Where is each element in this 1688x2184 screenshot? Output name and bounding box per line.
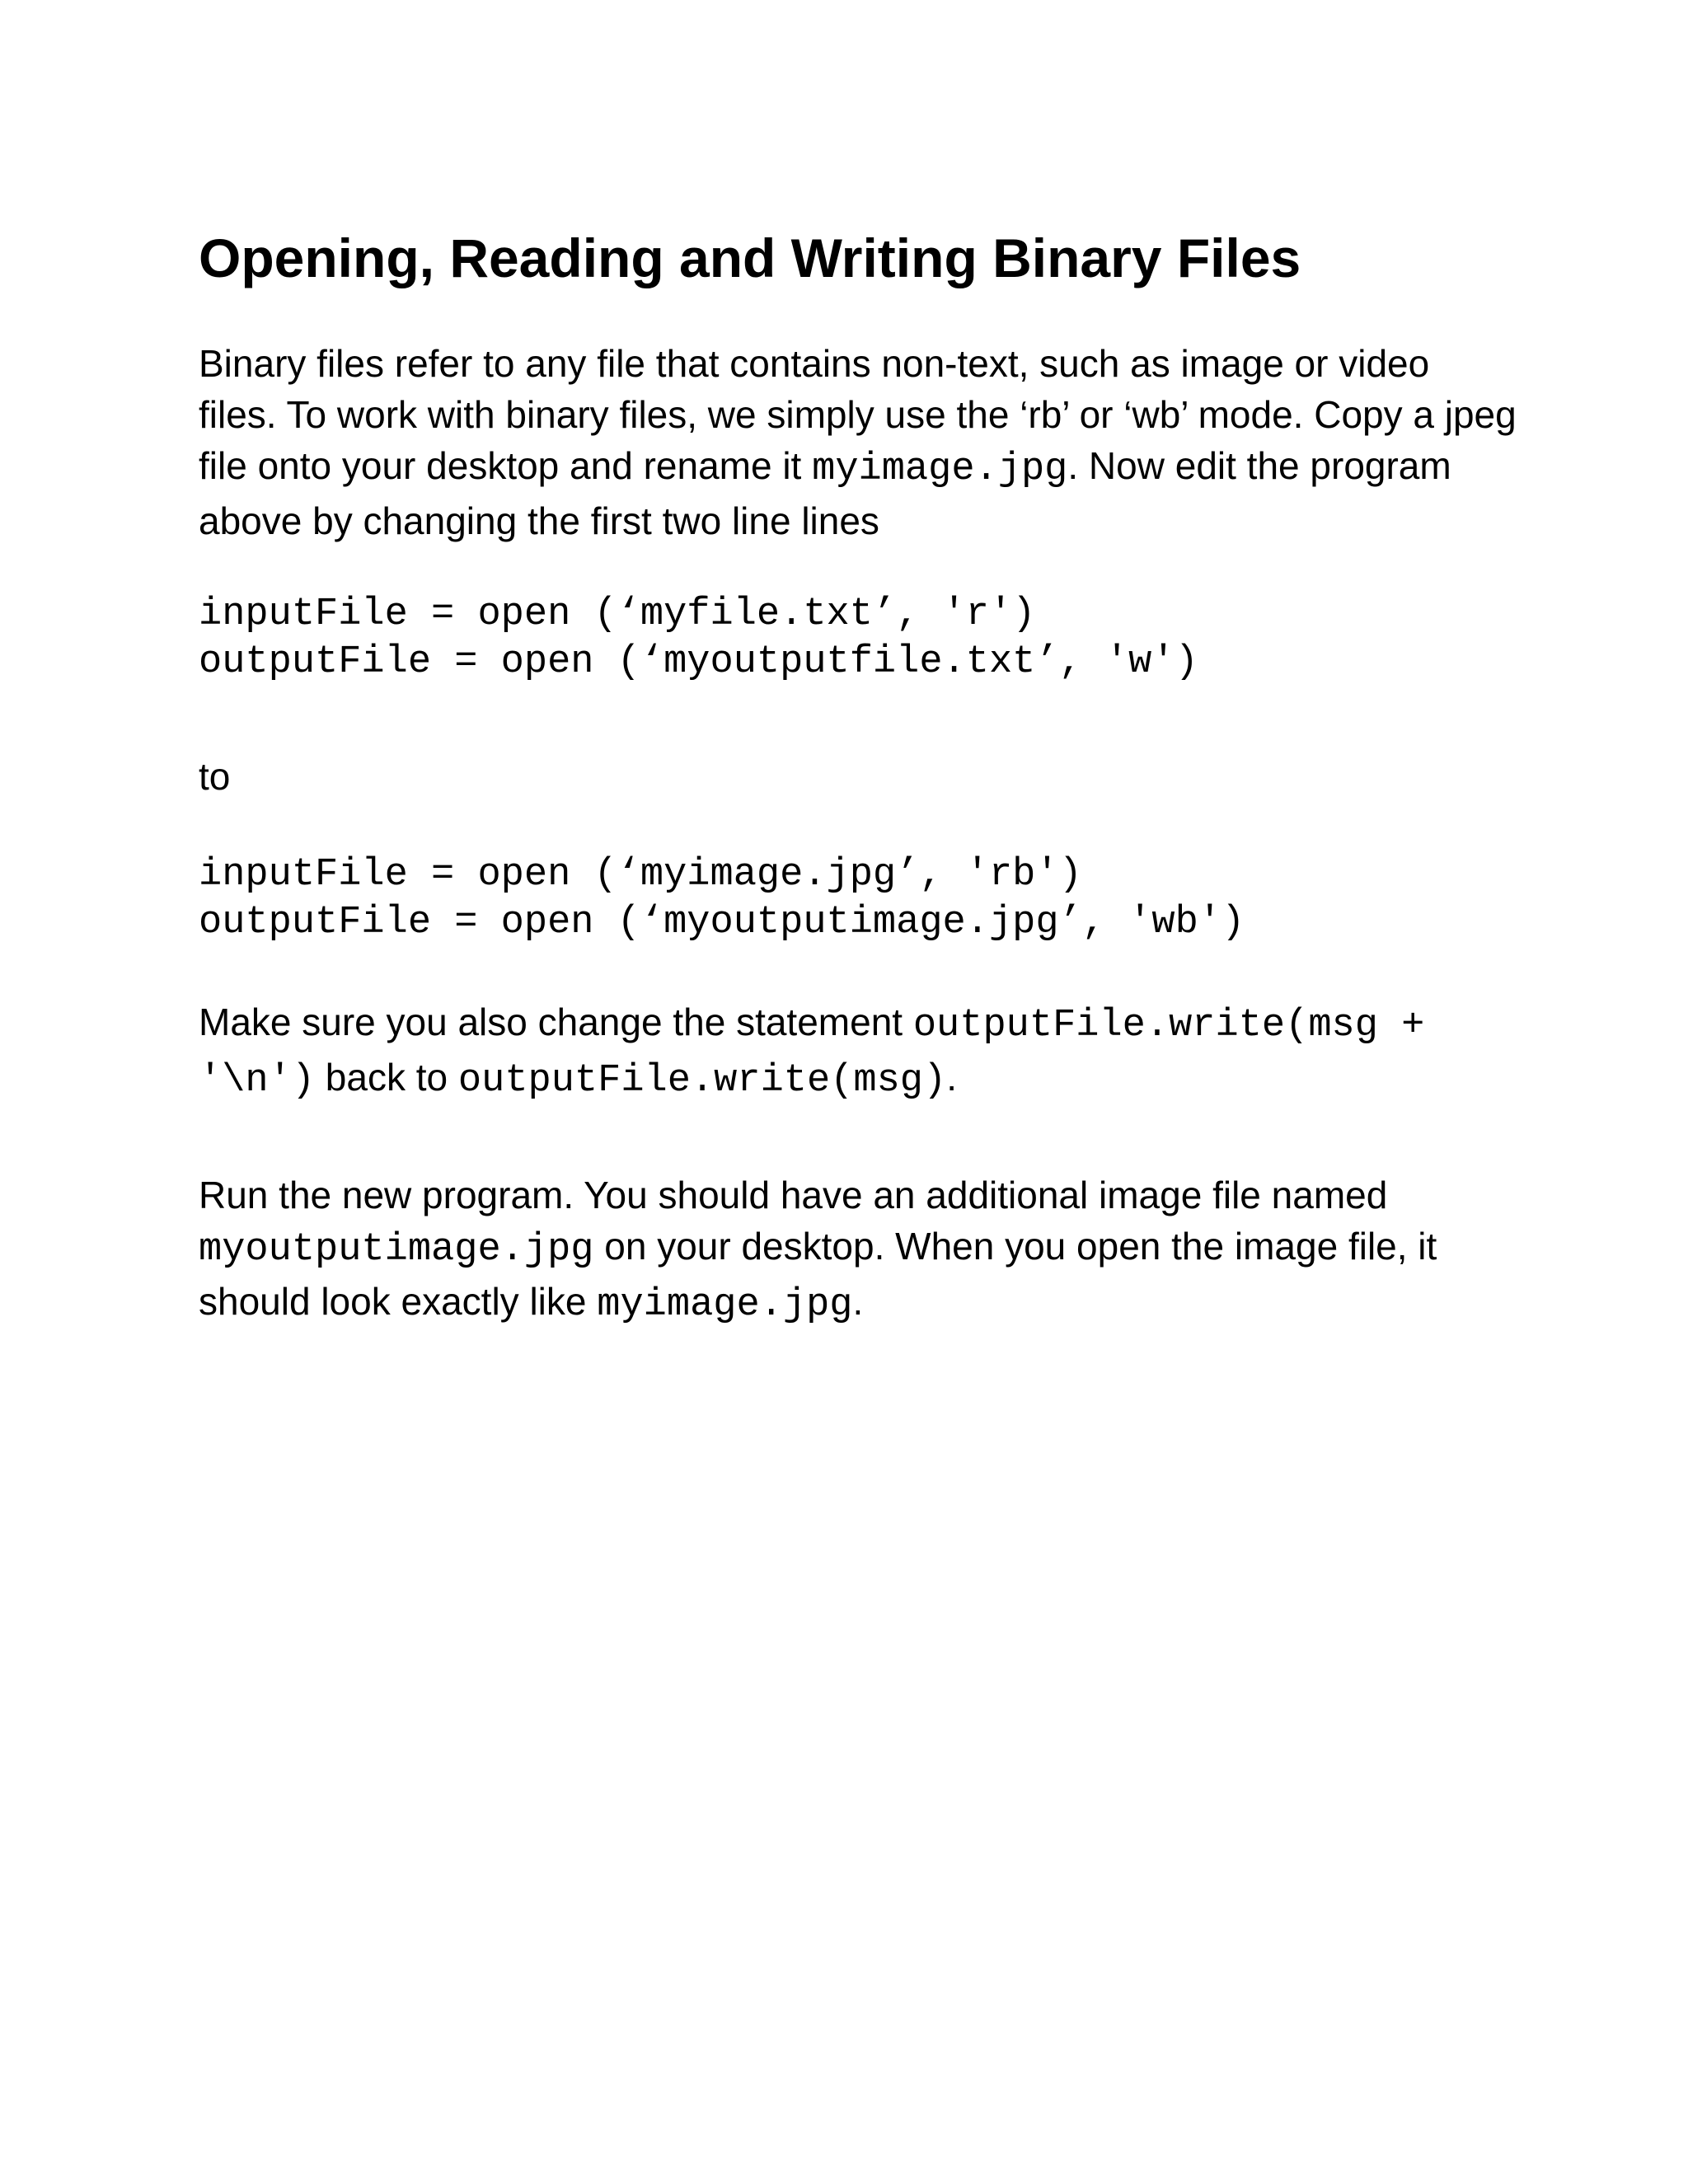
run-text-3: .: [852, 1280, 864, 1323]
page-title: Opening, Reading and Writing Binary Files: [199, 227, 1301, 288]
run-text-1: Run the new program. You should have an additional image file named: [199, 1174, 1388, 1216]
document-page: [199, 221, 1517, 1331]
run-text-2: on your desktop. When you open the image file, it should look exactly like: [199, 1225, 1437, 1323]
make-sure-text-1: Make sure you also change the statement: [199, 1001, 913, 1043]
code-line: inputFile = open (‘myimage.jpg’, 'rb'): [199, 853, 1082, 897]
code-block-after: [199, 851, 1517, 947]
intro-paragraph: [199, 338, 1517, 546]
make-sure-paragraph: [199, 996, 1517, 1107]
make-sure-text-3: .: [946, 1056, 957, 1099]
run-paragraph: [199, 1169, 1517, 1331]
code-line: outputFile = open (‘myoutputfile.txt’, 'w'): [199, 640, 1198, 684]
intro-text-1: Binary files refer to any file that contains non-text, such as image or video files. To work with binary files, we simply use the ‘rb’ or ‘wb’ mode. Copy a jpeg file onto your desktop and rename it: [199, 342, 1517, 487]
intro-text-2: . Now edit the program above by changing the first two line lines: [199, 444, 1451, 542]
code-line: outputFile = open (‘myoutputimage.jpg’, 'wb'): [199, 901, 1245, 944]
code-line: inputFile = open (‘myfile.txt’, 'r'): [199, 593, 1036, 636]
run-code-2: myimage.jpg: [597, 1283, 853, 1327]
make-sure-code-1: outputFile.write(msg + '\n'): [199, 1004, 1425, 1103]
code-block-before: [199, 591, 1517, 687]
make-sure-code-2: outputFile.write(msg): [457, 1059, 947, 1103]
make-sure-text-2: back to: [315, 1056, 458, 1099]
run-code-1: myoutputimage.jpg: [199, 1228, 594, 1272]
to-label: to: [199, 755, 231, 798]
intro-code-filename: myimage.jpg: [812, 448, 1068, 491]
